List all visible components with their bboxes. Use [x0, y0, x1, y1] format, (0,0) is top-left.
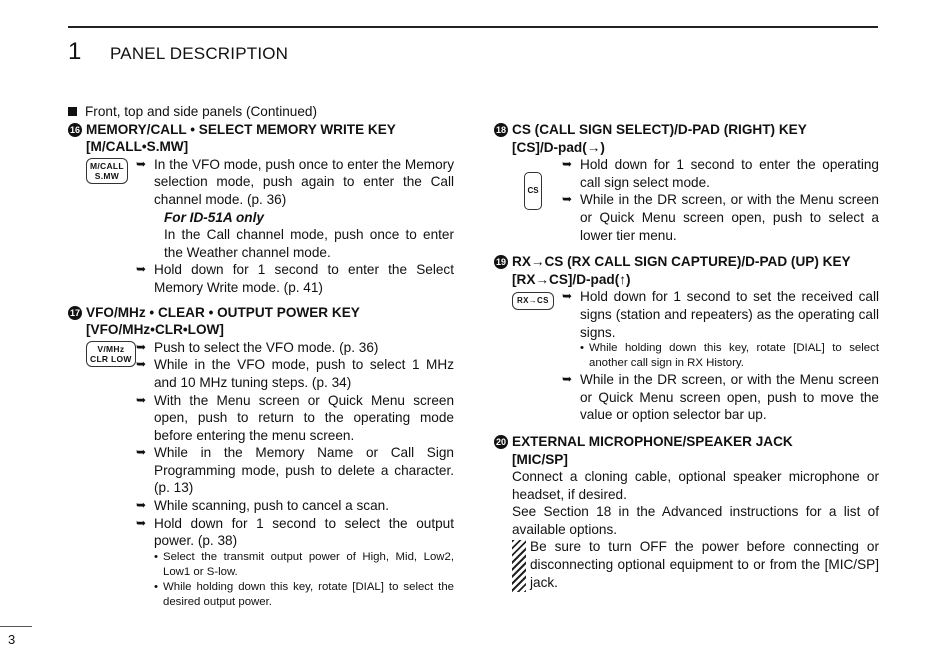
arrow-bullet-icon: ➥ — [562, 289, 573, 304]
key-17-label: [VFO/MHz•CLR•LOW] — [86, 322, 224, 338]
key-19-section — [494, 253, 879, 424]
sub-item: • Select the transmit output power of High, Mid, Low2, Low1 or S-low. — [154, 550, 454, 578]
key-18-heading — [494, 121, 879, 139]
arrow-bullet-icon: ➥ — [136, 515, 147, 530]
square-bullet-icon — [68, 107, 77, 116]
chapter-number: 1 — [68, 38, 82, 65]
dot-bullet-icon: • — [154, 580, 158, 593]
key-20-label: [MIC/SP] — [512, 451, 568, 467]
key-19-title: RX→CS (RX CALL SIGN CAPTURE)/D-PAD (UP) KEY — [512, 254, 851, 270]
arrow-bullet-icon: ➥ — [562, 372, 573, 387]
section-lead-text: Front, top and side panels (Continued) — [85, 104, 317, 119]
key-16-title: MEMORY/CALL • SELECT MEMORY WRITE KEY — [86, 121, 396, 137]
arrow-bullet-icon: ➥ — [562, 157, 573, 172]
key-16-section — [68, 121, 454, 297]
arrow-bullet-icon: ➥ — [562, 192, 573, 207]
list-item: ➥ Push to select the VFO mode. (p. 36) — [136, 339, 379, 355]
header-rule — [68, 26, 878, 28]
key-17-title: VFO/MHz • CLEAR • OUTPUT POWER KEY — [86, 304, 360, 320]
chapter-title: PANEL DESCRIPTION — [110, 44, 289, 63]
arrow-bullet-icon: ➥ — [136, 392, 147, 407]
key-number-badge: 16 — [69, 124, 80, 135]
key-20-heading — [494, 433, 879, 451]
list-item: ➥ While in the DR screen, or with the Menu screen or Quick Menu screen open, push to select a lower tier menu. — [562, 192, 879, 243]
key-18-title: CS (CALL SIGN SELECT)/D-PAD (RIGHT) KEY — [512, 122, 807, 137]
key-17-section — [68, 304, 454, 610]
arrow-bullet-icon: ➥ — [136, 357, 147, 372]
key-number-badge: 18 — [495, 125, 506, 135]
rx-cs-key-icon: RX→CS — [512, 292, 554, 310]
key-number-badge: 20 — [495, 436, 506, 447]
mcall-key-icon: M/CALL S.MW — [86, 158, 128, 184]
left-column — [68, 103, 454, 610]
list-item: ➥ In the VFO mode, push once to enter the Memory selection mode, push again to enter the Call channel mode. (p. 36) — [136, 156, 454, 207]
list-item: ➥ With the Menu screen or Quick Menu screen open, push to return to the operating mode before entering the menu screen. — [136, 392, 454, 443]
paragraph: Connect a cloning cable, optional speaker microphone or headset, if desired. — [512, 469, 879, 502]
list-item: ➥ Hold down for 1 second to set the received call signs (station and repeaters) as the operating call signs. — [562, 289, 879, 340]
key-18-label: [CS]/D-pad(→) — [512, 139, 605, 155]
note-heading: For ID-51A only — [164, 209, 264, 225]
caution-icon — [512, 540, 526, 592]
key-19-heading — [494, 253, 879, 271]
list-item: ➥ While scanning, push to cancel a scan. — [136, 498, 390, 514]
arrow-bullet-icon: ➥ — [136, 156, 147, 171]
list-item: ➥ While in the DR screen, or with the Menu screen or Quick Menu screen open, push to move the value or option selector bar up. — [562, 372, 879, 423]
arrow-bullet-icon: ➥ — [136, 445, 147, 460]
sub-item: • While holding down this key, rotate [DIAL] to select the desired output power. — [154, 580, 454, 608]
list-item: ➥ Hold down for 1 second to enter the Select Memory Write mode. (p. 41) — [136, 262, 454, 295]
key-17-heading — [68, 304, 454, 322]
key-20-title: EXTERNAL MICROPHONE/SPEAKER JACK — [512, 433, 793, 449]
dot-bullet-icon: • — [154, 550, 158, 563]
list-item: ➥ Hold down for 1 second to enter the operating call sign select mode. — [562, 157, 879, 190]
key-number-badge: 19 — [495, 257, 506, 268]
list-item: ➥ Hold down for 1 second to select the output power. (p. 38) — [136, 515, 454, 549]
arrow-bullet-icon: ➥ — [136, 339, 147, 354]
section-lead — [68, 103, 454, 121]
list-item: ➥ While in the VFO mode, push to select 1 MHz and 10 MHz tuning steps. (p. 34) — [136, 357, 454, 390]
list-item: ➥ While in the Memory Name or Call Sign Programming mode, push to delete a character. (p. 13) — [136, 445, 454, 496]
arrow-bullet-icon: ➥ — [136, 262, 147, 277]
right-column — [494, 121, 879, 592]
key-number-badge: 17 — [69, 307, 80, 318]
footer-rule — [0, 626, 32, 627]
paragraph: See Section 18 in the Advanced instructions for a list of available options. — [512, 504, 879, 537]
caution-note: Be sure to turn OFF the power before connecting or disconnecting optional equipment to or from the [MIC/SP] jack. — [494, 538, 879, 592]
key-18-section — [494, 121, 879, 244]
dot-bullet-icon: • — [580, 342, 584, 355]
arrow-bullet-icon: ➥ — [136, 498, 147, 513]
vfo-key-icon: V/MHz CLR LOW — [86, 341, 136, 367]
page-number: 3 — [8, 632, 16, 647]
sub-item: • While holding down this key, rotate [DIAL] to select another call sign in RX History. — [580, 342, 879, 370]
key-16-label: [M/CALL•S.MW] — [86, 139, 189, 155]
cs-key-icon: CS — [524, 172, 542, 210]
key-20-section — [494, 433, 879, 593]
note-text: In the Call channel mode, push once to enter the Weather channel mode. — [164, 227, 454, 260]
key-19-label: [RX→CS]/D-pad(↑) — [512, 271, 631, 287]
key-16-heading — [68, 121, 454, 139]
